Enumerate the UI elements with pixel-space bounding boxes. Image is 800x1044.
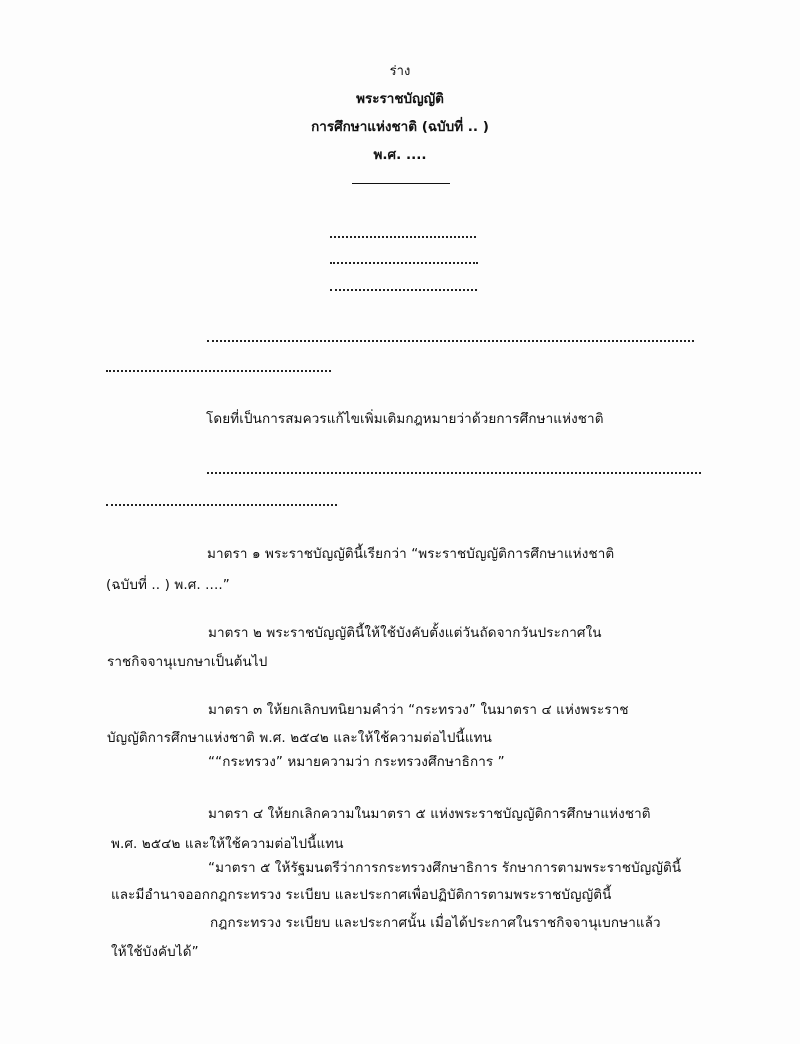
section-1-line: มาตรา ๑ พระราชบัญญัตินี้เรียกว่า “พระราชบัญญัติการศึกษาแห่งชาติ <box>207 546 615 562</box>
section-3-line: มาตรา ๓ ให้ยกเลิกบทนิยามคำว่า “กระทรวง” ในมาตรา ๔ แห่งพระราช <box>208 702 629 718</box>
section-1-line: (ฉบับที่ .. ) พ.ศ. ....” <box>106 577 230 593</box>
section-4-quote: และมีอำนาจออกกฎกระทรวง ระเบียบ และประกาศเพื่อปฏิบัติการตามพระราชบัญญัตินี้ <box>111 887 612 903</box>
act-heading: พระราชบัญญัติ <box>356 91 444 107</box>
section-4-quote: กฎกระทรวง ระเบียบ และประกาศนั้น เมื่อได้ประกาศในราชกิจจานุเบกษาแล้ว <box>210 915 661 931</box>
section-2-line: มาตรา ๒ พระราชบัญญัตินี้ให้ใช้บังคับตั้งแต่วันถัดจากวันประกาศใน <box>208 625 602 641</box>
act-year: พ.ศ. .... <box>373 147 427 163</box>
draft-label: ร่าง <box>389 64 411 79</box>
section-2-line: ราชกิจจานุเบกษาเป็นต้นไป <box>107 654 268 670</box>
section-3-line: บัญญัติการศึกษาแห่งชาติ พ.ศ. ๒๕๔๒ และให้ใช้ความต่อไปนี้แทน <box>107 730 492 746</box>
blank-paragraph-line <box>106 504 337 506</box>
blank-line <box>330 236 476 238</box>
blank-line <box>330 289 477 291</box>
blank-paragraph-line <box>106 370 331 372</box>
section-3-definition: ““กระทรวง” หมายความว่า กระทรวงศึกษาธิการ ” <box>208 754 505 770</box>
section-4-quote: “มาตรา ๕ ให้รัฐมนตรีว่าการกระทรวงศึกษาธิการ รักษาการตามพระราชบัญญัตินี้ <box>208 860 682 876</box>
act-title: การศึกษาแห่งชาติ (ฉบับที่ .. ) <box>311 119 489 135</box>
section-4-line: มาตรา ๔ ให้ยกเลิกความในมาตรา ๕ แห่งพระราชบัญญัติการศึกษาแห่งชาติ <box>208 806 651 822</box>
header-divider <box>352 183 450 184</box>
section-4-line: พ.ศ. ๒๕๔๒ และให้ใช้ความต่อไปนี้แทน <box>111 836 344 852</box>
blank-line <box>330 262 478 264</box>
section-4-quote: ให้ใช้บังคับได้” <box>111 944 199 960</box>
preamble-reason: โดยที่เป็นการสมควรแก้ไขเพิ่มเติมกฎหมายว่าด้วยการศึกษาแห่งชาติ <box>206 411 604 427</box>
blank-paragraph-line <box>207 472 701 474</box>
blank-paragraph-line <box>207 340 694 342</box>
